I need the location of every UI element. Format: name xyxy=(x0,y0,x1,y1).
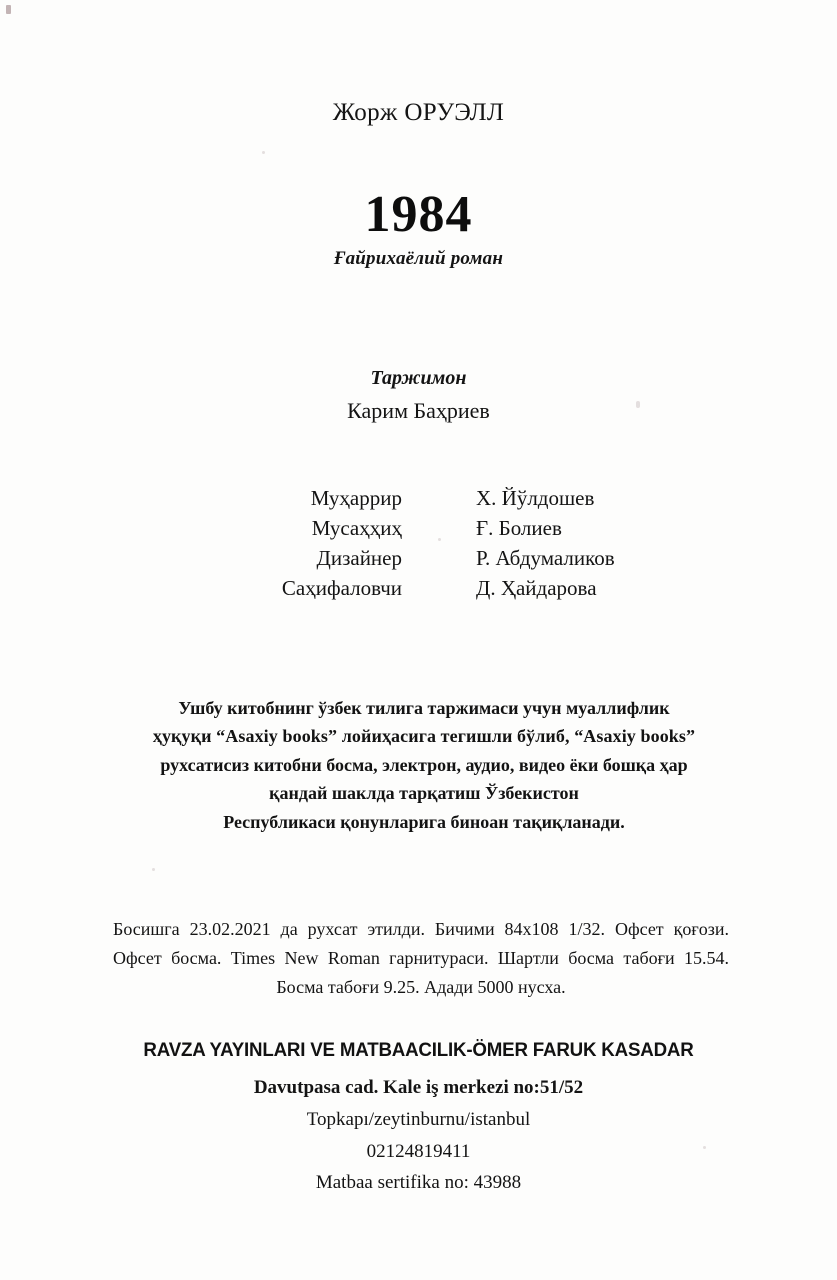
credit-person-name: Х. Йўлдошев xyxy=(476,486,595,510)
credit-person-name: Ғ. Болиев xyxy=(476,516,562,541)
translator-name: Карим Баҳриев xyxy=(347,398,490,423)
credit-role-label: Саҳифаловчи xyxy=(281,576,402,601)
publisher-address-line-2: Topkapı/zeytinburnu/istanbul xyxy=(306,1109,531,1130)
printing-certificate-number: Matbaa sertifika no: 43988 xyxy=(315,1172,522,1193)
translator-label: Таржимон xyxy=(370,367,467,389)
copyright-line: рухсатисиз китобни босма, электрон, аудио, видео ёки бошқа ҳар xyxy=(160,754,688,775)
copyright-notice xyxy=(119,694,729,836)
credit-role-label: Муҳаррир xyxy=(310,486,402,510)
book-subtitle: Ғайрихаёлий роман xyxy=(333,248,504,269)
credit-role-label: Дизайнер xyxy=(316,546,402,571)
publisher-address-line-1: Davutpasa cad. Kale iş merkezi no:51/52 xyxy=(253,1077,584,1098)
copyright-line: Республикаси қонунларига биноан тақиқланади. xyxy=(223,811,625,832)
credit-row xyxy=(0,514,837,542)
scan-artifact-speck xyxy=(262,151,265,154)
credit-row xyxy=(0,544,837,572)
credit-row xyxy=(0,574,837,602)
imprint-technical-data: Босишга 23.02.2021 да рухсат этилди. Бичими 84х108 1/32. Офсет қоғози. Офсет босма. Times New Roman гарнитураси. Шартли босма табоғи 15.54. Босма табоғи 9.25. Адади 5000 нусха. xyxy=(113,919,729,998)
scan-artifact-speck xyxy=(152,868,155,871)
scan-artifact-speck xyxy=(6,5,11,14)
publisher-phone: 02124819411 xyxy=(366,1141,471,1162)
credit-role-label: Мусаҳҳиҳ xyxy=(311,516,402,541)
credits-table xyxy=(0,484,837,603)
copyright-line: Ушбу китобнинг ўзбек тилига таржимаси учун муаллифлик xyxy=(178,698,670,718)
credit-row xyxy=(0,484,837,512)
author-name: Жорж ОРУЭЛЛ xyxy=(332,99,505,126)
publisher-name: RAVZA YAYINLARI VE MATBAACILIK-ÖMER FARUK KASADAR xyxy=(143,1039,694,1061)
copyright-line: ҳуқуқи “Asaxiy books” лойиҳасига тегишли бўлиб, “Asaxiy books” xyxy=(152,726,696,747)
book-title: 1984 xyxy=(364,186,473,243)
credit-person-name: Р. Абдумаликов xyxy=(476,546,615,571)
copyright-line: қандай шаклда тарқатиш Ўзбекистон xyxy=(269,783,579,804)
credit-person-name: Д. Ҳайдарова xyxy=(476,576,597,601)
